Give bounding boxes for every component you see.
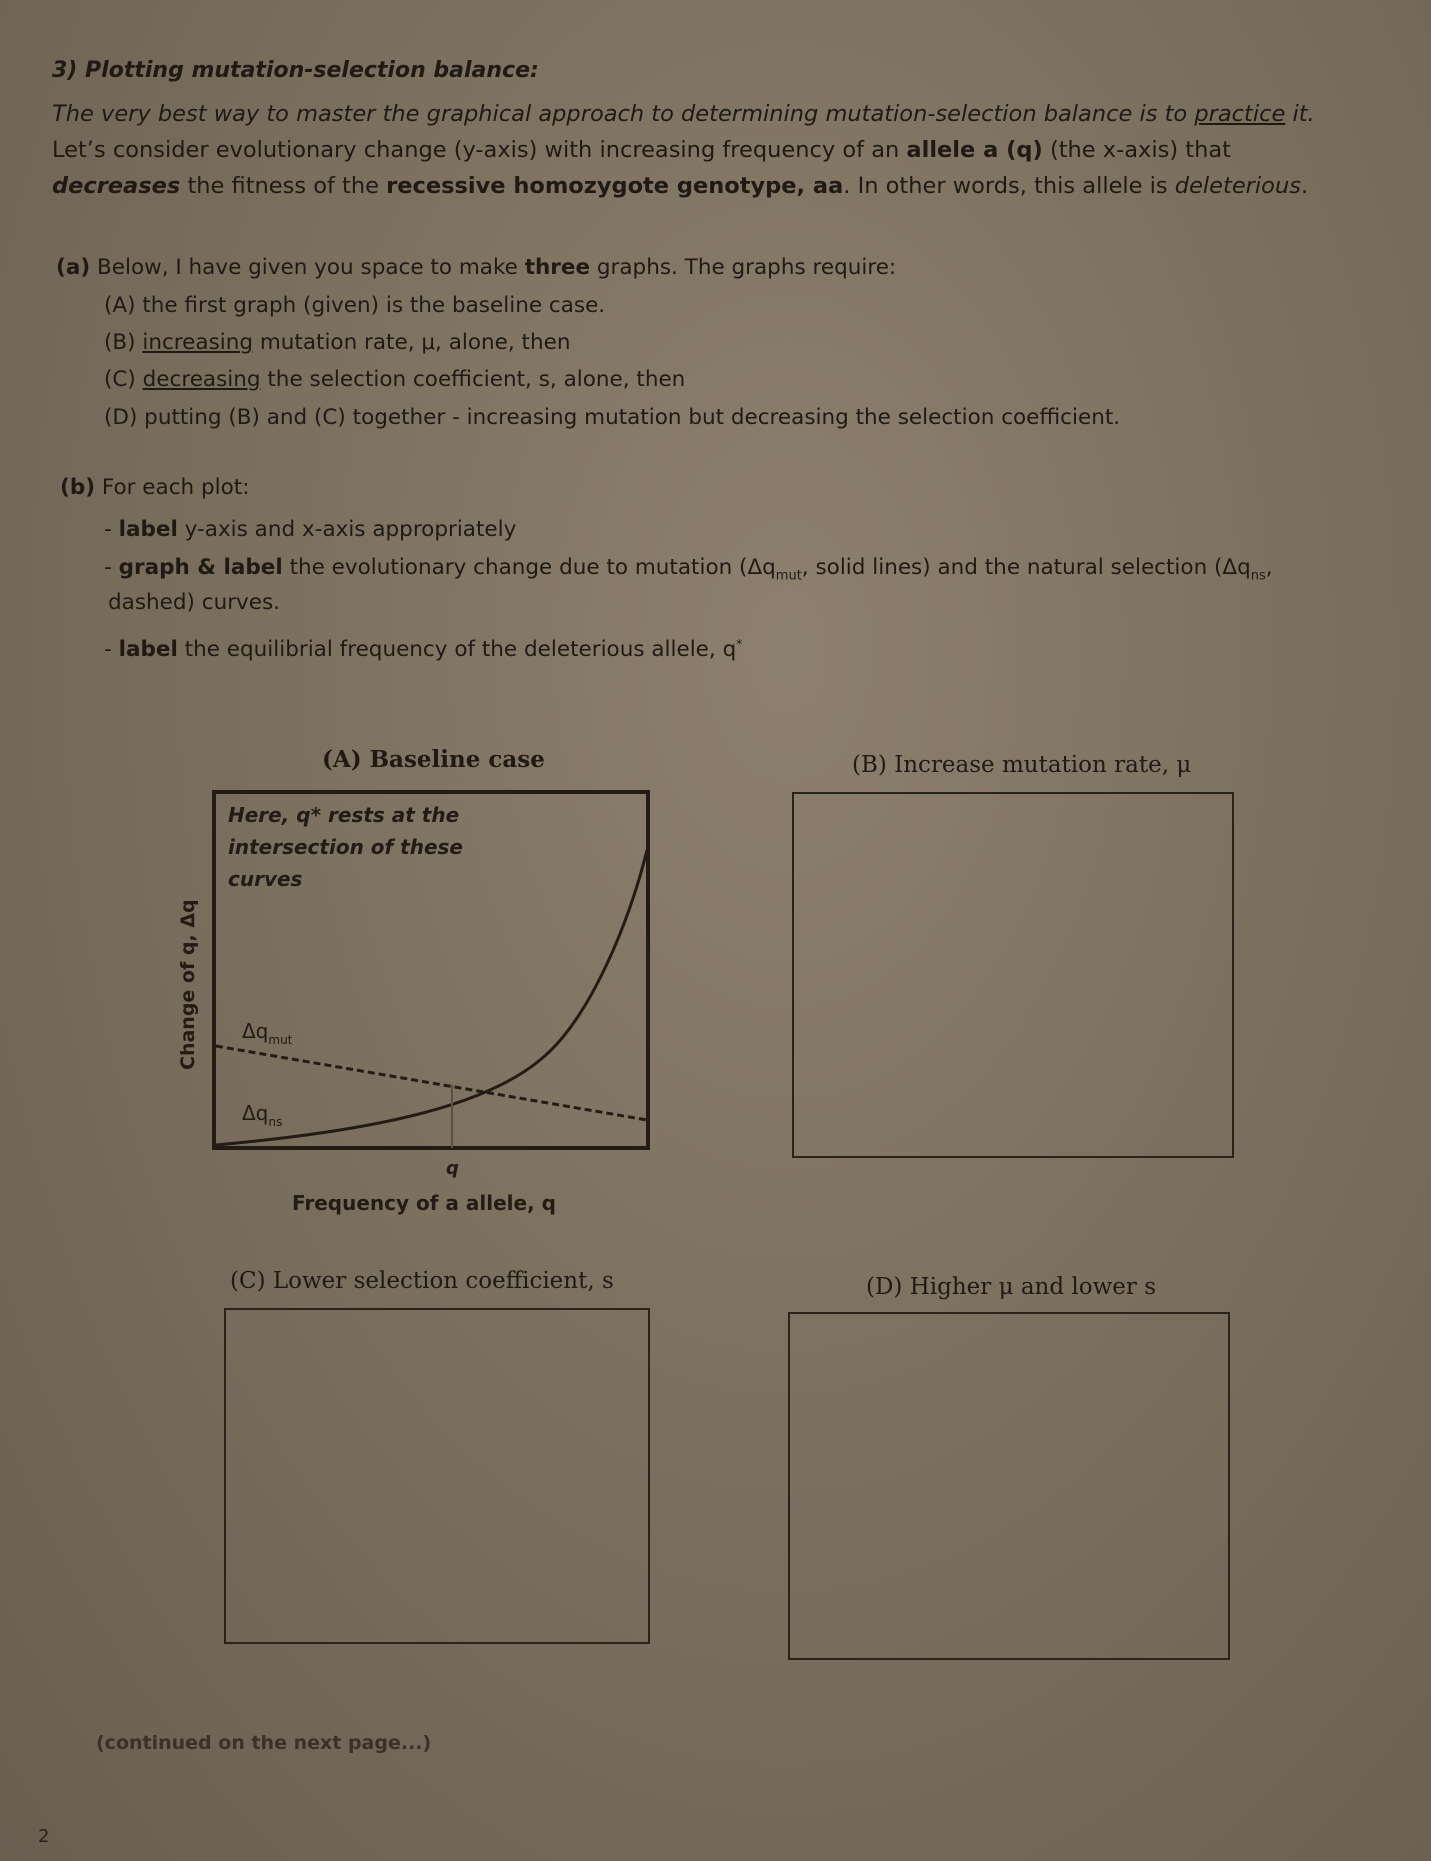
graph-c-box[interactable] — [224, 1308, 650, 1644]
intro-text: it. — [1285, 101, 1315, 127]
allele-term: allele a (q) — [906, 137, 1043, 163]
part-a-item-d: (D) putting (B) and (C) together - increasing mutation but decreasing the selection coefficient. — [104, 405, 1121, 430]
part-b-bullet-3 — [104, 626, 742, 668]
part-b-bullet-1 — [104, 512, 516, 548]
intro-line-3 — [52, 168, 1308, 204]
item-prefix: (B) — [104, 330, 143, 355]
bullet-dash: - — [104, 517, 119, 542]
intro-text: . In other words, this allele is — [843, 173, 1175, 199]
graph-d-box[interactable] — [788, 1312, 1230, 1660]
part-a-label: (a) — [56, 255, 91, 280]
three-term: three — [524, 255, 591, 280]
part-a-intro — [56, 250, 896, 286]
item-text: mutation rate, μ, alone, then — [253, 330, 571, 355]
bullet-text: y-axis and x-axis appropriately — [177, 517, 517, 542]
question-title: Plotting mutation-selection balance: — [85, 58, 539, 83]
bullet-text: , solid lines) and the natural selection (Δq — [801, 555, 1251, 580]
label-term: label — [118, 517, 178, 542]
part-a-item-a: (A) the first graph (given) is the baseline case. — [104, 293, 606, 318]
part-b-intro — [60, 470, 249, 506]
item-prefix: (C) — [104, 367, 143, 392]
graph-a-note-1: Here, q* rests at the — [228, 803, 460, 827]
question-heading — [52, 58, 539, 83]
intro-text: . — [1300, 173, 1309, 199]
intro-line-1 — [52, 96, 1315, 132]
part-a-text: graphs. The graphs require: — [590, 255, 897, 280]
intro-text: Let’s consider evolutionary change (y-axis) with increasing frequency of an — [52, 137, 907, 163]
part-b-label: (b) — [60, 475, 96, 500]
graph-b-box[interactable] — [792, 792, 1234, 1158]
label-term: label — [118, 637, 178, 663]
curve-ns — [216, 850, 647, 1145]
bullet-dash: - — [104, 555, 119, 580]
decreasing-word: decreasing — [142, 367, 261, 392]
bullet-dash: - — [104, 637, 119, 663]
corner-mark: 2 — [38, 1826, 50, 1847]
genotype-term: recessive homozygote genotype, aa — [386, 173, 844, 199]
graph-a-note-3: curves — [228, 867, 303, 891]
graph-label-term: graph & label — [118, 555, 283, 580]
continued-note: (continued on the next page...) — [96, 1732, 432, 1754]
label-mut-sub: mut — [268, 1033, 293, 1047]
deleterious-term: deleterious — [1174, 173, 1301, 199]
intro-text: The very best way to master the graphical approach to determining mutation-selection balance is to — [52, 101, 1195, 127]
decreases-term: decreases — [52, 173, 181, 199]
q-marker: q — [446, 1158, 459, 1179]
intro-text: (the x-axis) that — [1042, 137, 1231, 163]
subscript-ns: ns — [1250, 568, 1266, 584]
graph-a-title: (A) Baseline case — [322, 746, 545, 773]
bullet-text: the evolutionary change due to mutation (Δq — [282, 555, 776, 580]
bullet-text: the equilibrial frequency of the deleterious allele, q — [177, 637, 737, 663]
increasing-word: increasing — [142, 330, 254, 355]
superscript-star: * — [736, 637, 743, 651]
curve-mut — [216, 1046, 647, 1120]
label-mut-main: Δq — [242, 1019, 269, 1043]
graph-b-title: (B) Increase mutation rate, μ — [852, 752, 1192, 778]
intro-line-2 — [52, 132, 1231, 168]
part-b-text: For each plot: — [95, 475, 250, 500]
label-ns-main: Δq — [242, 1101, 269, 1125]
subscript-mut: mut — [775, 568, 802, 584]
practice-word: practice — [1194, 101, 1286, 127]
y-axis-label: Change of q, Δq — [177, 899, 199, 1070]
label-ns-sub: ns — [268, 1115, 283, 1129]
graph-d-title: (D) Higher μ and lower s — [866, 1274, 1156, 1300]
graph-a-note-2: intersection of these — [228, 835, 463, 859]
graph-a-plot — [160, 780, 660, 1220]
graph-c-title: (C) Lower selection coefficient, s — [230, 1268, 614, 1294]
part-b-bullet-2-cont: dashed) curves. — [108, 590, 281, 615]
label-mut — [242, 1019, 293, 1047]
question-number: 3) — [52, 58, 78, 83]
part-a-item-c — [104, 362, 685, 398]
label-ns — [242, 1101, 282, 1129]
bullet-text: , — [1265, 555, 1273, 580]
item-text: the selection coefficient, s, alone, then — [260, 367, 686, 392]
intro-text: the fitness of the — [180, 173, 387, 199]
part-a-item-b — [104, 325, 570, 361]
x-axis-label: Frequency of a allele, q — [292, 1191, 556, 1215]
part-a-text: Below, I have given you space to make — [90, 255, 525, 280]
